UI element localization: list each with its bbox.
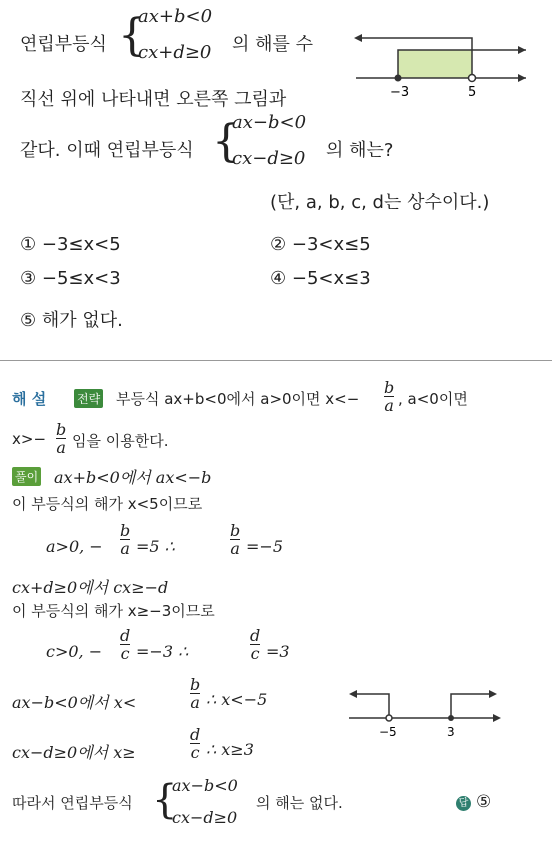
fraction-den: c [120,644,130,663]
axis-arrow-right [518,74,526,82]
number-line-graph [350,28,530,100]
strategy2-text-a: x>− [12,430,47,448]
label-left: −5 [379,725,397,739]
step-8a: cx−d≥0에서 x≥ [12,743,136,762]
step-2: 이 부등식의 해가 x<5이므로 [12,495,203,513]
fraction-den: a [384,396,394,415]
fraction-num: b [56,420,67,439]
section-divider [0,360,552,361]
solution-number-line [345,684,505,740]
fraction-num: b [384,378,395,397]
fraction-num: d [250,626,261,645]
axis-arrow-right [493,714,501,722]
solve-tag: 풀이 [12,467,41,486]
strategy2-text-b: 임을 이용한다. [72,432,169,450]
strategy-text-a: 부등식 ax+b<0에서 a>0이면 x<− [116,390,360,408]
step-7b: ∴ x<−5 [206,690,268,709]
fraction-den: a [56,438,66,457]
label-right: 3 [447,725,455,739]
system2-bottom: cx−d≥0 [232,148,306,169]
step-8b: ∴ x≥3 [206,740,254,759]
fraction-num: d [120,626,131,645]
step-3b: =5 ∴ [136,537,175,556]
ray-left-arrow [349,690,357,698]
ray-right [451,694,491,718]
choice-3[interactable]: ③ −5≤x<3 [20,268,121,289]
ray-right-arrow [489,690,497,698]
system1-top: ax+b<0 [138,6,213,27]
label-right: 5 [468,85,477,100]
ray-right-arrow [518,46,526,54]
step-4: cx+d≥0에서 cx≥−d [12,578,169,597]
step-3-fraction2 [230,522,240,557]
problem-line3-suffix: 의 해는? [326,140,394,161]
solution-region-shade [398,50,472,78]
fraction-num: b [120,521,131,540]
choice-2[interactable]: ② −3<x≤5 [270,234,371,255]
problem-line3-prefix: 같다. 이때 연립부등식 [20,140,194,161]
ray-left-arrow [354,34,362,42]
final-prefix: 따라서 연립부등식 [12,794,133,812]
choice-4[interactable]: ④ −5<x≤3 [270,268,371,289]
step-7-fraction [190,676,200,711]
open-dot [386,715,392,721]
step-6-fraction1 [120,627,130,662]
strategy2-fraction [56,421,66,456]
fraction-den: a [190,693,200,712]
fraction-num: b [230,521,241,540]
fraction-den: a [230,539,240,558]
step-5: 이 부등식의 해가 x≥−3이므로 [12,602,215,620]
fraction-den: a [120,539,130,558]
choice-5[interactable]: ⑤ 해가 없다. [20,310,123,331]
problem-note: (단, a, b, c, d는 상수이다.) [270,192,490,213]
step-6-fraction2 [250,627,260,662]
choice-1[interactable]: ① −3≤x<5 [20,234,121,255]
step-3-fraction1 [120,522,130,557]
brace: { [118,10,146,61]
strategy-fraction [384,379,394,414]
final-system-top: ax−b<0 [172,776,238,795]
step-6c: =3 [266,642,290,661]
final-suffix: 의 해는 없다. [256,794,343,812]
step-3a: a>0, − [46,537,103,556]
strategy-text-b: , a<0이면 [398,390,468,408]
label-left: −3 [390,85,410,100]
problem-line2: 직선 위에 나타내면 오른쪽 그림과 [20,89,287,110]
step-7a: ax−b<0에서 x< [12,693,137,712]
problem-line1-prefix: 연립부등식 [20,34,107,55]
step-8-fraction [190,726,200,761]
brace: { [212,116,240,167]
system2-top: ax−b<0 [232,112,307,133]
step-3c: =−5 [246,537,283,556]
ray-left [355,694,389,718]
answer-value: ⑤ [476,792,492,812]
fraction-den: c [190,743,200,762]
solution-header: 해 설 [12,390,47,408]
final-system-bottom: cx−d≥0 [172,808,238,827]
step-6a: c>0, − [46,642,103,661]
fraction-den: c [250,644,260,663]
closed-dot [395,75,402,82]
fraction-num: b [190,675,201,694]
problem-line1-suffix: 의 해를 수 [232,34,313,55]
system1-bottom: cx+d≥0 [138,42,212,63]
closed-dot [448,715,454,721]
strategy-tag: 전략 [74,389,103,408]
fraction-num: d [190,725,201,744]
answer-mark: 답 [456,796,471,811]
brace: { [152,777,178,823]
open-dot [469,75,476,82]
step-1: ax+b<0에서 ax<−b [54,468,212,487]
step-6b: =−3 ∴ [136,642,189,661]
